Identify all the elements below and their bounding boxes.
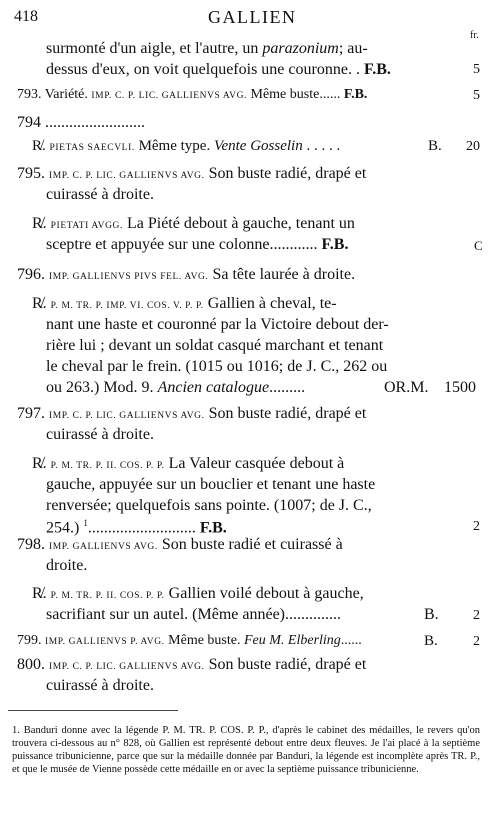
coin-legend: IMP. GALLIENVS P. AVG. bbox=[45, 637, 165, 647]
entry-number: 794 bbox=[17, 114, 41, 131]
leader-dots: ...... bbox=[340, 633, 362, 648]
coin-legend: P. M. TR. P. II. COS. P. P. bbox=[50, 461, 165, 471]
text: Même type. bbox=[138, 138, 211, 154]
entry-799 bbox=[17, 633, 362, 649]
text: Son buste radié, drapé et bbox=[208, 656, 367, 673]
italic-source: Ancien catalogue bbox=[157, 379, 270, 396]
entry-continuation-line2 bbox=[46, 61, 391, 79]
price: C bbox=[474, 238, 483, 253]
footnote: 1. Banduri donne avec la légende P. M. TR. P. COS. P. P., d'après le cabinet des médailles, le revers qu'on trouvera ci-dessous au n° 828, où Gallien est représenté debout entre deux fleuves. Je l'ai placé à la septième puissance tribunicienne, parce que sur la médaille donnée par Banduri, la légende est incomplète après TR. P., et que le musée de Vienne possède cette médaille en or avec la septième puissance tribunicienne. bbox=[12, 725, 480, 775]
entry-number: 800. bbox=[17, 656, 45, 673]
rarity: B. bbox=[428, 138, 442, 154]
reverse-mark: R̸. bbox=[32, 585, 47, 602]
rarity: OR.M. bbox=[384, 379, 429, 396]
text: Son buste radié, drapé et bbox=[208, 405, 367, 422]
reverse-pietati-augg-line2 bbox=[46, 236, 348, 254]
coin-legend: IMP. C. P. LIC. GALLIENVS AVG. bbox=[49, 662, 205, 672]
coin-legend: IMP. GALLIENVS PIVS FEL. AVG. bbox=[49, 272, 209, 282]
text: dessus d'eux, on voit quelquefois une couronne. . bbox=[46, 61, 360, 78]
reverse-mark: R̸. bbox=[32, 138, 46, 154]
price: 5 bbox=[473, 62, 480, 77]
entry-796 bbox=[17, 266, 355, 284]
text: Même buste. bbox=[168, 633, 241, 648]
entry-number: 793. bbox=[17, 87, 42, 102]
reverse-valeur-line4 bbox=[46, 518, 227, 537]
price: 2 bbox=[473, 634, 480, 649]
entry-number: 795. bbox=[17, 165, 45, 182]
reverse-valeur-line3: renversée; quelquefois sans pointe. (1007; de J. C., bbox=[46, 497, 372, 514]
coin-legend: IMP. GALLIENVS AVG. bbox=[49, 542, 158, 552]
entry-798-line2: droite. bbox=[46, 557, 88, 574]
reverse-mark: R̸. bbox=[32, 455, 47, 472]
text: Son buste radié et cuirassé à bbox=[161, 536, 343, 553]
price: 1500 bbox=[444, 379, 476, 396]
coin-legend: PIETATI AVGG. bbox=[50, 221, 123, 231]
text: ou 263.) Mod. 9. bbox=[46, 379, 154, 396]
reverse-equestrian-line1 bbox=[32, 295, 337, 313]
entry-number: 799. bbox=[17, 633, 42, 648]
entry-795-line2: cuirassé à droite. bbox=[46, 186, 154, 203]
leader-dots: ......................... bbox=[45, 114, 145, 131]
leader-dots: ......... bbox=[269, 379, 306, 396]
entry-number: 798. bbox=[17, 536, 45, 553]
coin-legend: P. M. TR. P. II. COS. P. P. bbox=[50, 591, 165, 601]
reverse-mark: R̸. bbox=[32, 295, 47, 312]
rarity: B. bbox=[424, 633, 438, 649]
reverse-sacrifice-line2 bbox=[46, 606, 341, 624]
coin-legend: PIETAS SAECVLI. bbox=[49, 143, 135, 153]
text: 254.) bbox=[46, 519, 80, 537]
entry-number: 796. bbox=[17, 266, 45, 283]
reverse-equestrian-line3: rière lui ; devant un soldat casqué marchant et tenant bbox=[46, 337, 384, 354]
text: Variété. bbox=[44, 87, 88, 102]
entry-800-line1 bbox=[17, 656, 366, 674]
coin-legend: P. M. TR. P. IMP. VI. COS. V. P. P. bbox=[50, 301, 204, 311]
italic-source: Vente Gosselin bbox=[213, 138, 303, 154]
reverse-equestrian-line5 bbox=[46, 379, 305, 397]
reverse-equestrian-line4: le cheval par le frein. (1015 ou 1016; de J. C., 262 ou bbox=[46, 358, 388, 375]
rarity: F.B. bbox=[199, 519, 227, 537]
text: Sa tête laurée à droite. bbox=[212, 266, 356, 283]
leader-dots: . . . . . bbox=[306, 138, 341, 154]
rarity: F.B. bbox=[343, 87, 368, 102]
entry-number: 797. bbox=[17, 405, 45, 422]
entry-800-line2: cuirassé à droite. bbox=[46, 677, 154, 694]
text: sacrifiant sur un autel. (Même année).............. bbox=[46, 606, 342, 623]
italic-term: parazonium bbox=[262, 40, 339, 57]
text: surmonté d'un aigle, et l'autre, un bbox=[46, 40, 259, 57]
page-number: 418 bbox=[14, 8, 38, 25]
price: 2 bbox=[473, 608, 480, 623]
entry-797-line2: cuirassé à droite. bbox=[46, 426, 154, 443]
text-tail: ; au- bbox=[338, 40, 368, 57]
italic-source: Feu M. Elberling bbox=[243, 633, 341, 648]
reverse-pietas-saeculi bbox=[32, 138, 340, 155]
text: Son buste radié, drapé et bbox=[208, 165, 367, 182]
reverse-equestrian-line2: nant une haste et couronné par la Victoire debout der- bbox=[46, 316, 389, 333]
page-title: GALLIEN bbox=[208, 7, 297, 27]
coin-legend: IMP. C. P. LIC. GALLIENVS AVG. bbox=[49, 411, 205, 421]
price-column-unit: fr. bbox=[470, 30, 479, 41]
price: 5 bbox=[473, 88, 480, 103]
text: sceptre et appuyée sur une colonne............ bbox=[46, 236, 318, 253]
entry-793 bbox=[17, 87, 367, 103]
reverse-valeur-line2: gauche, appuyée sur un bouclier et tenant une haste bbox=[46, 476, 376, 493]
coin-legend: IMP. C. P. LIC. GALLIENVS AVG. bbox=[49, 171, 205, 181]
entry-797-line1 bbox=[17, 405, 366, 423]
reverse-mark: R̸. bbox=[32, 215, 47, 232]
reverse-sacrifice-line1 bbox=[32, 585, 364, 603]
rarity: F.B. bbox=[363, 61, 391, 78]
price: 2 bbox=[473, 519, 480, 534]
entry-794 bbox=[17, 114, 145, 132]
text: Gallien à cheval, te- bbox=[207, 295, 337, 312]
entry-798-line1 bbox=[17, 536, 343, 554]
coin-legend: IMP. C. P. LIC. GALLIENVS AVG. bbox=[91, 91, 247, 101]
rarity: F.B. bbox=[321, 236, 349, 253]
reverse-pietati-augg-line1 bbox=[32, 215, 355, 233]
price: 20 bbox=[466, 139, 480, 154]
entry-continuation-line1 bbox=[46, 40, 368, 58]
text: Même buste...... bbox=[250, 87, 341, 102]
rarity: B. bbox=[424, 606, 439, 623]
text: La Valeur casquée debout à bbox=[168, 455, 345, 472]
entry-795-line1 bbox=[17, 165, 366, 183]
leader-dots: ........................... bbox=[87, 519, 196, 537]
footnote-rule bbox=[8, 710, 178, 711]
footnote-ref[interactable]: 1 bbox=[83, 518, 88, 528]
text: La Piété debout à gauche, tenant un bbox=[126, 215, 355, 232]
reverse-valeur-line1 bbox=[32, 455, 344, 473]
text: Gallien voilé debout à gauche, bbox=[168, 585, 364, 602]
